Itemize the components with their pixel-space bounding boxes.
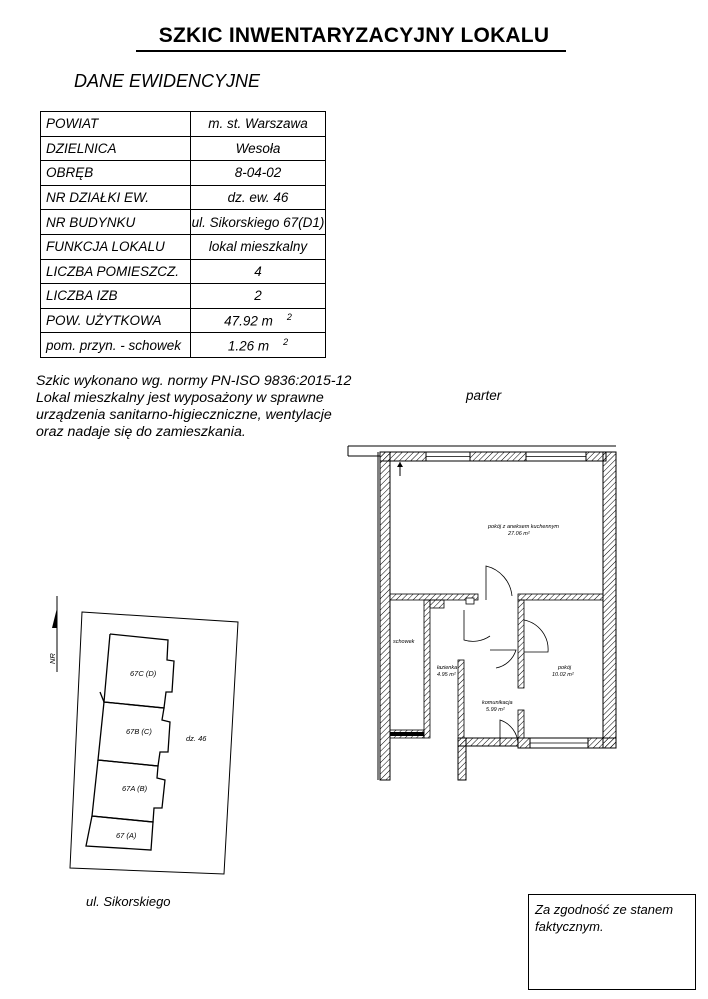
registry-label: LICZBA IZB [41,284,191,309]
registry-label: OBRĘB [41,161,191,186]
registry-value-text: Wesoła [235,140,281,156]
room-label-storage: schowek [393,639,415,645]
room-label-hall: komunikacja [482,700,513,706]
room-area-bathroom: 4.95 m² [437,672,456,678]
note-line: Lokal mieszkalny jest wyposażony w sprawne [36,390,324,406]
registry-value-text: ul. Sikorskiego 67(D1) [191,214,325,230]
wall-west [380,452,390,780]
registry-value-text: 4 [254,263,262,279]
registry-label: POWIAT [41,112,191,137]
parcel-boundary [70,612,238,874]
registry-unit-exponent: 2 [283,336,289,347]
room-area-room: 10.02 m² [552,672,574,678]
registry-label: NR DZIAŁKI EW. [41,185,191,210]
registry-label: pom. przyn. - schowek [41,333,191,358]
registry-value-text: lokal mieszkalny [208,239,308,255]
wall-east [603,452,616,748]
site-map [48,596,238,874]
north-label: NR [48,653,57,664]
floor-plan [348,446,616,780]
registry-value-text: 1.26 m [227,338,270,354]
room-area-hall: 5.99 m² [486,707,505,713]
street-label: ul. Sikorskiego [86,894,171,909]
registry-value-text: 2 [254,288,262,304]
unit-label: 67C (D) [130,669,157,678]
section-title: DANE EWIDENCYJNE [74,71,261,91]
parcel-label: dz. 46 [186,734,207,743]
floor-label: parter [466,388,502,403]
stamp-line: faktycznym. [535,919,604,934]
building [86,634,174,850]
registry-unit-exponent: 2 [286,312,292,323]
registry-value-text: dz. ew. 46 [227,190,289,206]
registry-value-text: m. st. Warszawa [208,116,308,132]
note-line: urządzenia sanitarno-higieczniczne, wentylacje [36,407,332,423]
unit-label: 67 (A) [116,831,137,840]
registry-value-text: 8-04-02 [234,165,282,181]
unit-label: 67B (C) [126,727,152,736]
verification-box [528,894,696,990]
registry-label: POW. UŻYTKOWA [41,308,191,333]
document-title: SZKIC INWENTARYZACYJNY LOKALU [158,24,550,47]
note-line: Szkic wykonano wg. normy PN-ISO 9836:2015-12 [36,373,352,389]
room-area-living: 27.06 m² [508,531,530,537]
room-label-living: pokój z aneksem kuchennym [488,524,559,530]
registry-label: NR BUDYNKU [41,210,191,235]
room-label-bathroom: łazienka [437,665,458,671]
registry-label: DZIELNICA [41,136,191,161]
room-label-room: pokój [558,665,572,671]
unit-label: 67A (B) [122,784,148,793]
registry-label: LICZBA POMIESZCZ. [41,259,191,284]
registry-label: FUNKCJA LOKALU [41,234,191,259]
registry-value-text: 47.92 m [224,313,273,329]
note-line: oraz nadaje się do zamieszkania. [36,424,246,440]
stamp-line: Za zgodność ze stanem [535,902,674,917]
